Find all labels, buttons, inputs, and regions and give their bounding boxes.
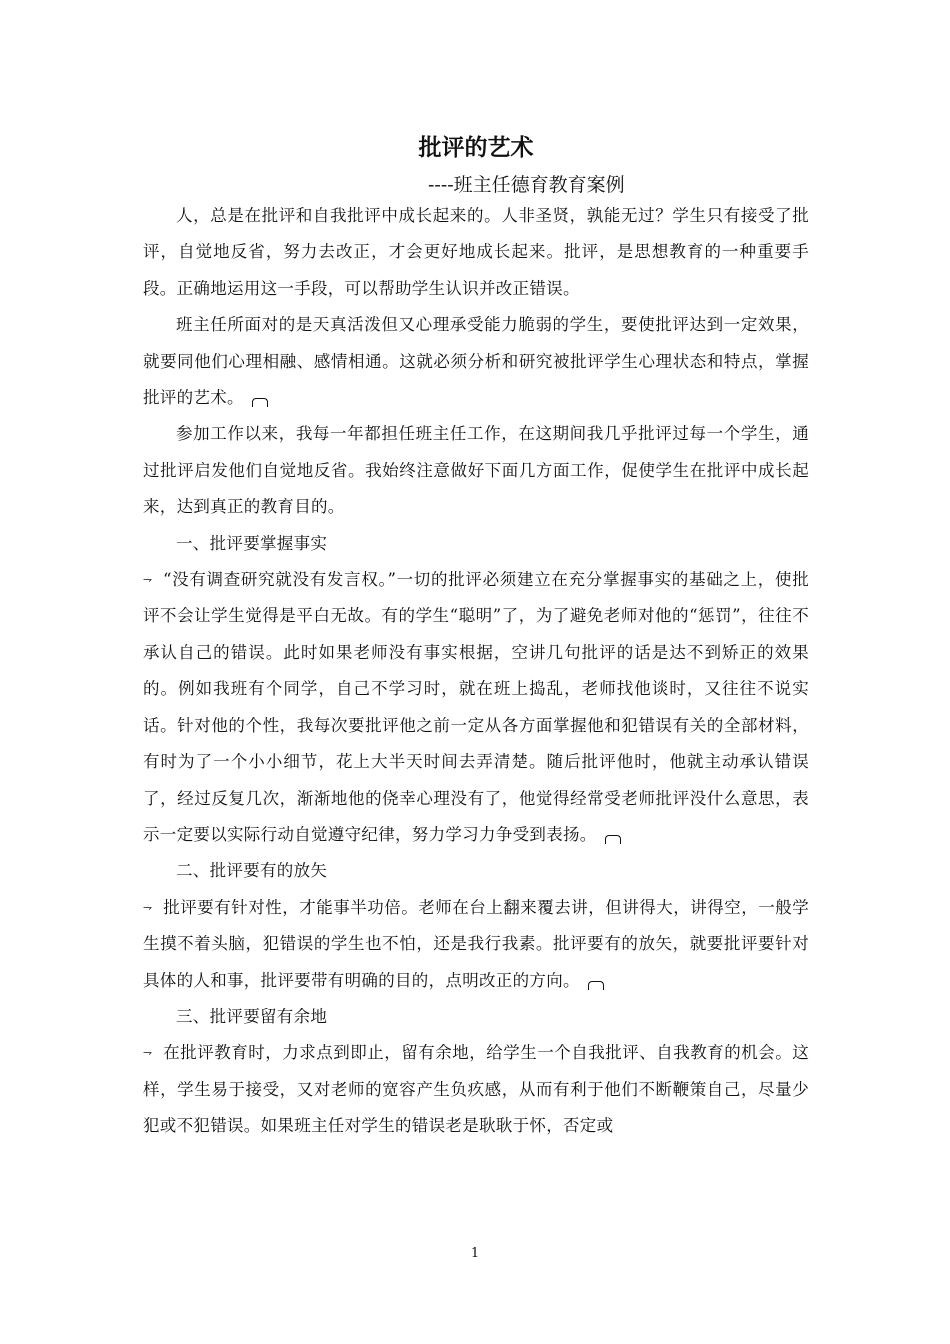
paragraph-2 [143,307,809,416]
paragraph-2-text: 班主任所面对的是天真活泼但又心理承受能力脆弱的学生，要使批评达到一定效果，就要同他们心理相融、感情相通。这就必须分析和研究被批评学生心理状态和特点，掌握批评的艺术。 [143,315,809,408]
document-page [143,128,809,1145]
section-2-body [143,890,809,999]
paragraph-3-text: 参加工作以来，我每一年都担任班主任工作，在这期间我几乎批评过每一个学生，通过批评启发他们自觉地反省。我始终注意做好下面几方面工作，促使学生在批评中成长起来，达到真正的教育目的。 [143,424,809,517]
section-1-body [143,562,809,853]
paragraph-3 [143,416,809,525]
tab-arrow-icon: ⇁ [143,573,153,587]
section-1-text: “没有调查研究就没有发言权。”一切的批评必须建立在充分掌握事实的基础之上，使批评不会让学生觉得是平白无故。有的学生“聪明”了，为了避免老师对他的“惩罚”，往往不承认自己的错误。此时如果老师没有事实根据，空讲几句批评的话是达不到矫正的效果的。例如我班有个同学，自己不学习时，就在班上捣乱，老师找他谈时，又往往不说实话。针对他的个性，我每次要批评他之前一定从各方面掌握他和犯错误有关的全部材料，有时为了一个小小细节，花上大半天时间去弄清楚。随后批评他时，他就主动承认错误了，经过反复几次，渐渐地他的侥幸心理没有了，他觉得经常受老师批评没什么意思，表示一定要以实际行动自觉遵守纪律，努力学习力争受到表扬。 [143,570,809,844]
paragraph-1 [143,198,809,307]
return-mark-icon [588,981,604,990]
section-2-text: 批评要有针对性，才能事半功倍。老师在台上翻来覆去讲，但讲得大，讲得空，一般学生摸不着头脑，犯错误的学生也不怕，还是我行我素。批评要有的放矢，就要批评要针对具体的人和事，批评要带有明确的目的，点明改正的方向。 [143,897,809,990]
tab-arrow-icon: ⇁ [143,1046,153,1060]
page-title: 批评的艺术 [418,135,534,161]
section-3-heading: 三、批评要留有余地 [176,1006,328,1026]
paragraph-1-text: 人，总是在批评和自我批评中成长起来的。人非圣贤，孰能无过？学生只有接受了批评，自觉地反省，努力去改正，才会更好地成长起来。批评，是思想教育的一种重要手段。正确地运用这一手段，可以帮助学生认识并改正错误。 [143,206,809,298]
section-1-heading: 一、批评要掌握事实 [176,533,328,553]
section-3-body [143,1035,809,1144]
return-mark-icon [605,835,621,844]
page-number: 1 [470,1246,480,1261]
section-3-text: 在批评教育时，力求点到即止，留有余地，给学生一个自我批评、自我教育的机会。这样，学生易于接受，又对老师的宽容产生负疚感，从而有利于他们不断鞭策自己，尽量少犯或不犯错误。如果班主任对学生的错误老是耿耿于怀，否定或 [143,1043,809,1136]
return-mark-icon [252,398,268,407]
section-2-heading: 二、批评要有的放矢 [176,861,328,881]
page-subtitle: ----班主任德育教育案例 [428,174,625,196]
tab-arrow-icon: ⇁ [143,900,153,914]
